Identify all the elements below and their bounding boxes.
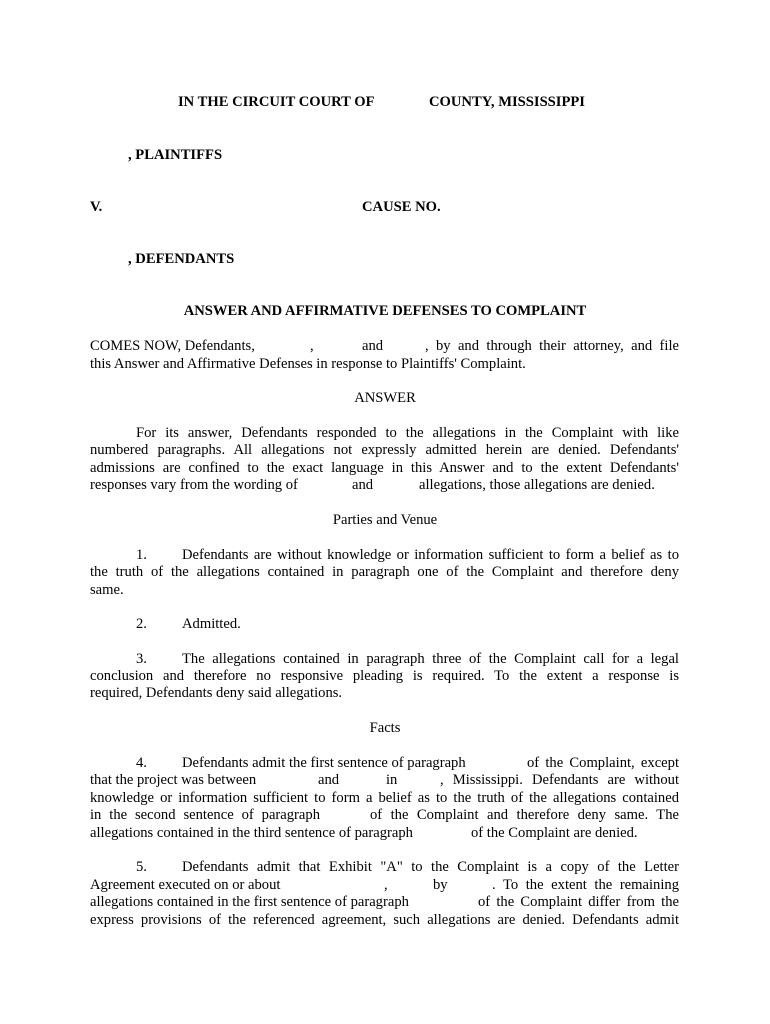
answer-text: numbered paragraphs. All allegations not expressly admitted herein are denied. Defendants' bbox=[90, 442, 679, 458]
paragraph-text: of the Complaint differ from the bbox=[478, 894, 679, 910]
paragraph-number: 3. bbox=[136, 651, 147, 667]
paragraph-text: of the Complaint and therefore deny same. The bbox=[370, 807, 679, 823]
intro-text: , by and through their attorney, and file bbox=[425, 338, 679, 354]
parties-heading: Parties and Venue bbox=[332, 512, 438, 528]
intro-text: , bbox=[310, 338, 314, 354]
paragraph-text: conclusion and therefore no responsive pleading is required. To the extent a response is bbox=[90, 668, 679, 684]
paragraph-text: Admitted. bbox=[182, 616, 241, 632]
answer-text: allegations, those allegations are denied. bbox=[419, 477, 655, 493]
court-name-left: IN THE CIRCUIT COURT OF bbox=[178, 94, 375, 110]
paragraph-text: of the Complaint, except bbox=[527, 755, 679, 771]
paragraph-text: Defendants admit the first sentence of paragraph bbox=[182, 755, 466, 771]
paragraph-text: the truth of the allegations contained in paragraph one of the Complaint and therefore deny bbox=[90, 564, 679, 580]
paragraph-text: The allegations contained in paragraph three of the Complaint call for a legal bbox=[182, 651, 679, 667]
paragraph-text: by bbox=[433, 877, 448, 893]
paragraph-text: knowledge or information sufficient to form a belief as to the truth of the allegations contained bbox=[90, 790, 679, 806]
defendants-label: , DEFENDANTS bbox=[128, 251, 235, 267]
document-title: ANSWER AND AFFIRMATIVE DEFENSES TO COMPLAINT bbox=[183, 303, 587, 319]
answer-heading: ANSWER bbox=[354, 390, 416, 406]
paragraph-number: 2. bbox=[136, 616, 147, 632]
paragraph-text: , Mississippi. Defendants are without bbox=[440, 772, 679, 788]
paragraph-text: Defendants are without knowledge or information sufficient to form a belief as to bbox=[182, 547, 679, 563]
paragraph-text: same. bbox=[90, 582, 124, 598]
paragraph-text: Defendants admit that Exhibit "A" to the Complaint is a copy of the Letter bbox=[182, 859, 679, 875]
intro-text: and bbox=[362, 338, 384, 354]
answer-text: For its answer, Defendants responded to the allegations in the Complaint with like bbox=[136, 425, 679, 441]
paragraph-text: allegations contained in the third sentence of paragraph bbox=[90, 825, 413, 841]
answer-text: responses vary from the wording of bbox=[90, 477, 298, 493]
cause-number-label: CAUSE NO. bbox=[362, 199, 441, 215]
paragraph-number: 5. bbox=[136, 859, 147, 875]
paragraph-text: and bbox=[318, 772, 340, 788]
paragraph-text: express provisions of the referenced agreement, such allegations are denied. Defendants admit bbox=[90, 912, 679, 928]
answer-text: and bbox=[352, 477, 374, 493]
paragraph-text: of the Complaint are denied. bbox=[471, 825, 638, 841]
paragraph-text: in the second sentence of paragraph bbox=[90, 807, 320, 823]
intro-text: this Answer and Affirmative Defenses in response to Plaintiffs' Complaint. bbox=[90, 356, 526, 372]
paragraph-text: allegations contained in the first sentence of paragraph bbox=[90, 894, 409, 910]
paragraph-text: required, Defendants deny said allegations. bbox=[90, 685, 343, 701]
paragraph-text: in bbox=[386, 772, 398, 788]
versus-label: V. bbox=[90, 199, 103, 215]
paragraph-text: that the project was between bbox=[90, 772, 257, 788]
intro-text: COMES NOW, Defendants, bbox=[90, 338, 255, 354]
facts-heading: Facts bbox=[369, 720, 401, 736]
answer-text: admissions are confined to the exact language in this Answer and to the extent Defendants' bbox=[90, 460, 679, 476]
paragraph-number: 4. bbox=[136, 755, 147, 771]
plaintiffs-label: , PLAINTIFFS bbox=[128, 147, 223, 163]
court-name-right: COUNTY, MISSISSIPPI bbox=[429, 94, 585, 110]
paragraph-text: . To the extent the remaining bbox=[492, 877, 679, 893]
paragraph-number: 1. bbox=[136, 547, 147, 563]
paragraph-text: , bbox=[384, 877, 388, 893]
paragraph-text: Agreement executed on or about bbox=[90, 877, 281, 893]
